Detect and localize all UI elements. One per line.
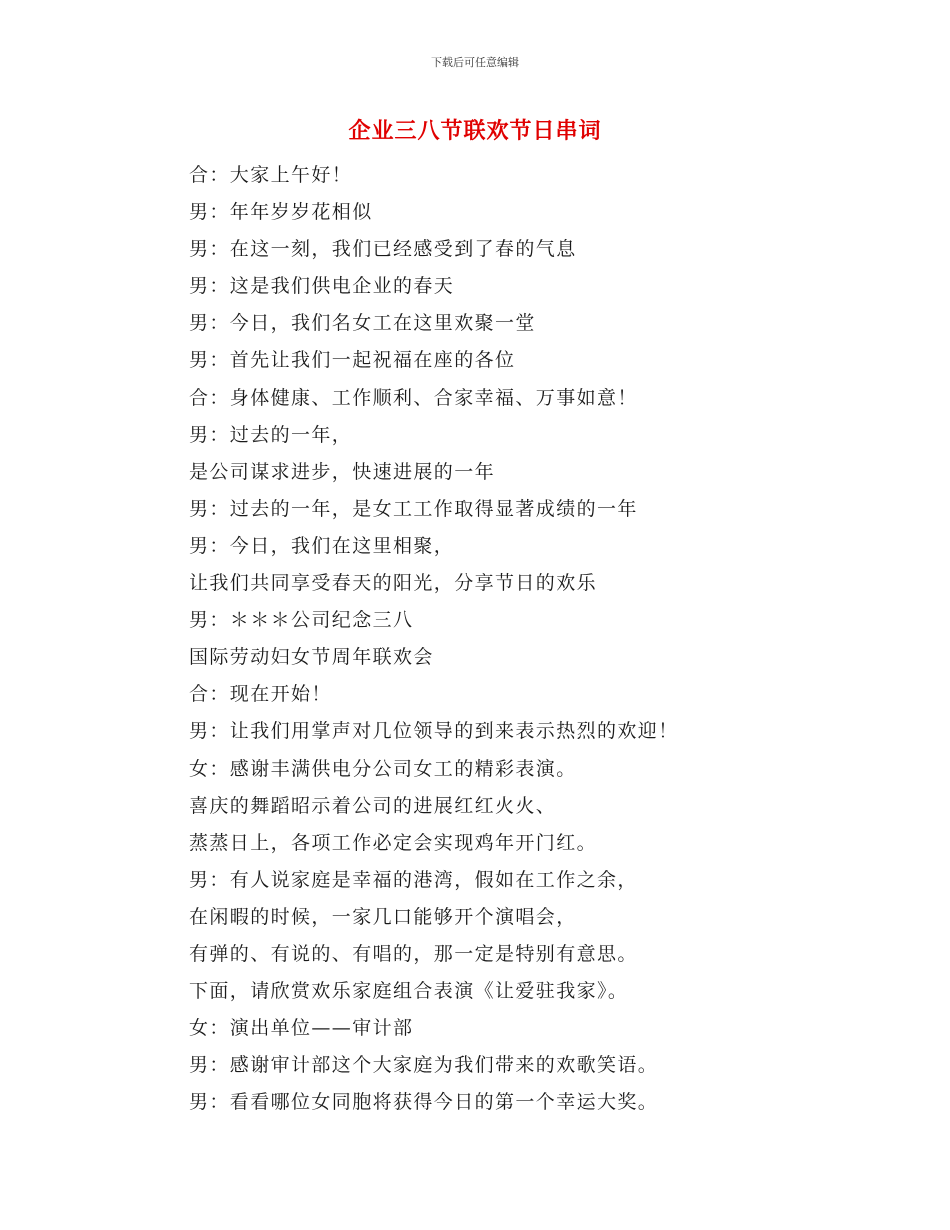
body-line: 男：首先让我们一起祝福在座的各位 [189,349,516,372]
body-line: 男：过去的一年，是女工工作取得显著成绩的一年 [189,497,638,520]
page-header-note: 下载后可任意编辑 [431,56,519,69]
body-line: 男：过去的一年， [189,423,353,446]
body-line: 让我们共同享受春天的阳光，分享节日的欢乐 [189,572,598,595]
body-line: 男：有人说家庭是幸福的港湾，假如在工作之余， [189,868,638,891]
body-line: 合：大家上午好！ [189,164,353,186]
body-line: 女：演出单位——审计部 [189,1017,414,1040]
body-line: 国际劳动妇女节周年联欢会 [189,646,434,669]
document-body [189,157,889,1121]
body-line: 男：看看哪位女同胞将获得今日的第一个幸运大奖。 [189,1091,659,1114]
body-line: 有弹的、有说的、有唱的，那一定是特别有意思。 [189,942,638,965]
body-line: 男：让我们用掌声对几位领导的到来表示热烈的欢迎！ [189,720,679,743]
body-line: 合：现在开始！ [189,683,332,706]
body-line: 男：感谢审计部这个大家庭为我们带来的欢歌笑语。 [189,1054,659,1077]
body-line: 在闲暇的时候，一家几口能够开个演唱会， [189,905,577,928]
body-line: 男：今日，我们名女工在这里欢聚一堂 [189,312,536,335]
body-line: 是公司谋求进步，快速进展的一年 [189,460,496,483]
body-line: 下面，请欣赏欢乐家庭组合表演《让爱驻我家》。 [189,980,629,1003]
body-line: 男：在这一刻，我们已经感受到了春的气息 [189,238,577,261]
body-line: 蒸蒸日上，各项工作必定会实现鸡年开门红。 [189,831,598,854]
body-line: 男：年年岁岁花相似 [189,201,373,224]
body-line: 男：这是我们供电企业的春天 [189,275,455,298]
document-title: 企业三八节联欢节日串词 [348,119,602,144]
body-line: 喜庆的舞蹈昭示着公司的进展红红火火、 [189,794,557,817]
body-line: 男：＊＊＊公司纪念三八 [189,609,414,632]
body-line: 合：身体健康、工作顺利、合家幸福、万事如意！ [189,386,638,409]
body-line: 女：感谢丰满供电分公司女工的精彩表演。 [189,757,577,780]
body-line: 男：今日，我们在这里相聚， [189,534,455,557]
